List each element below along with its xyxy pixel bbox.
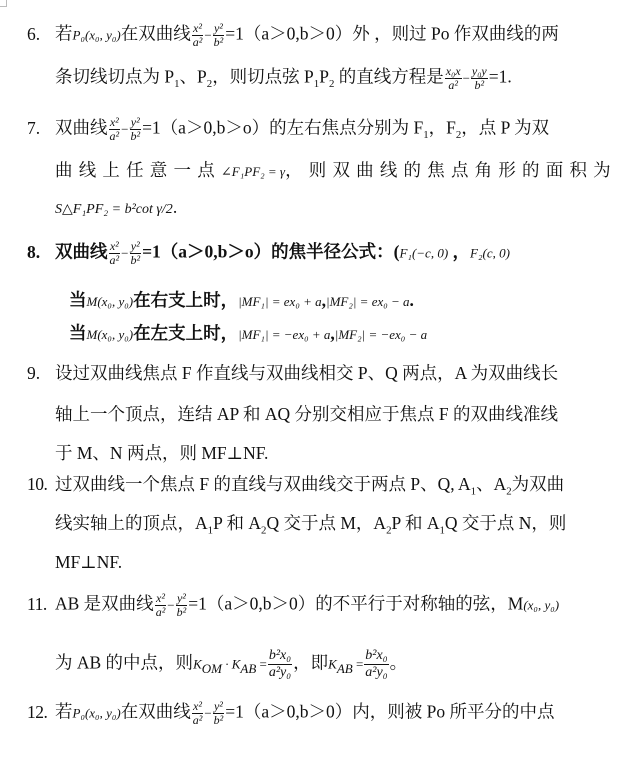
fraction-x2-a2: $\frac{\text{x²}}{\text{a²}}$ xyxy=(192,699,203,727)
text: Q 交于点 N，则 xyxy=(444,513,567,533)
text: ，点 P 为双 xyxy=(461,117,550,138)
text: P 和 A xyxy=(391,513,440,533)
item-number: 12. xyxy=(27,701,48,722)
text: P xyxy=(319,66,329,87)
text: 当 xyxy=(69,290,87,310)
point-p0: P₀(x₀, y₀) xyxy=(72,27,121,43)
text: =1（a＞0,b＞0）内，则被 Po 所平分的中点 xyxy=(225,701,555,722)
item-9-line-1 xyxy=(27,362,558,384)
text: AB 是双曲线 xyxy=(55,593,154,614)
page-corner-mark xyxy=(0,0,7,7)
fraction-y2-b2: $\frac{\text{y²}}{\text{b²}}$ xyxy=(213,21,224,49)
formula-mf2-left: |MF₂| = −ex₀ − a xyxy=(334,327,428,342)
item-6-line-2: 条切线切点为 $P_1$、$P_2$，则切点弦 $P_1P_2$ 的直线方程是 $\frac{\text{x₀x}}{\text{a²}}$ − $\frac{\text{y₀y}}{\text{b²}}$ =1. xyxy=(55,64,512,92)
minus: − xyxy=(167,597,175,613)
point-m: (x₀, y₀) xyxy=(523,597,560,613)
text: P 和 A xyxy=(213,513,262,533)
text: 双曲线 xyxy=(55,117,108,138)
text: 。 xyxy=(389,652,408,673)
fraction-y2-b2: $\frac{\text{y²}}{\text{b²}}$ xyxy=(130,239,141,267)
item-10-line-2: 线实轴上的顶点，$A_1P$ 和 $A_2Q$ 交于点 M，$A_2P$ 和 $A_1Q$ 交于点 N，则 xyxy=(55,513,567,537)
item-7-line-2 xyxy=(55,159,617,183)
formula-mf1-right: |MF₁| = ex₀ + a xyxy=(238,294,322,309)
text: =1（a＞0,b＞0）外 ，则过 Po 作双曲线的两 xyxy=(225,23,559,44)
fraction-x0x-a2: $\frac{\text{x₀x}}{\text{a²}}$ xyxy=(445,64,461,92)
text: =1（a＞0,b＞0）的不平行于对称轴的弦，M xyxy=(188,593,524,614)
text: 为 AB 的中点，则 xyxy=(55,652,194,673)
fraction-y2-b2: $\frac{\text{y²}}{\text{b²}}$ xyxy=(213,699,224,727)
text: =1（a＞0,b＞o）的左右焦点分别为 F xyxy=(142,117,424,138)
text: 在双曲线 xyxy=(120,701,191,722)
point-m: M(x₀, y₀) xyxy=(86,294,134,309)
text: 、P xyxy=(179,66,207,87)
item-10-line-1: 10. 过双曲线一个焦点 F 的直线与双曲线交于两点 P、Q, $A_1$、$A_2$为双曲 xyxy=(27,474,565,498)
item-number: 10. xyxy=(27,474,48,494)
text: 的直线方程是 xyxy=(334,66,444,87)
text: ，则双曲线的焦点角形的面积为 xyxy=(285,160,617,180)
item-8-line-2 xyxy=(69,289,414,313)
item-number: 9. xyxy=(27,363,41,383)
text: 曲线上任意一点 xyxy=(55,160,221,180)
text: , xyxy=(330,323,335,343)
item-11-line-1 xyxy=(27,592,559,619)
text: 在右支上时， xyxy=(133,290,239,310)
fraction-y2-b2: $\frac{\text{y²}}{\text{b²}}$ xyxy=(176,591,187,619)
item-7-line-1: 7. 双曲线 $\frac{\text{x²}}{\text{a²}}$ − $\frac{\text{y²}}{\text{b²}}$ =1（a＞0,b＞o）的左右焦点分别为 $F_1$，$F_2$，点 P 为双 xyxy=(27,115,550,143)
text: = xyxy=(256,656,267,672)
focus-f2: F₂(c, 0) xyxy=(470,245,510,261)
fraction-b2x0-a2y0: $\frac{\text{b²x₀}}{\text{a²y₀}}$ xyxy=(268,648,292,680)
text: 过双曲线一个焦点 F 的直线与双曲线交于两点 P、Q, A xyxy=(55,474,471,494)
item-8-line-3 xyxy=(69,322,427,346)
text: ， xyxy=(448,241,471,262)
fraction-y2-b2: $\frac{\text{y²}}{\text{b²}}$ xyxy=(130,115,141,143)
text: 为双曲 xyxy=(511,474,565,494)
text: ，即 xyxy=(293,652,329,673)
item-number: 11. xyxy=(27,593,47,614)
formula-mf1-left: |MF₁| = −ex₀ + a xyxy=(238,327,331,342)
fraction-x2-a2: $\frac{\text{x²}}{\text{a²}}$ xyxy=(109,239,120,267)
text: 线实轴上的顶点，A xyxy=(55,513,208,533)
item-8-line-1 xyxy=(27,240,510,267)
fraction-y0y-b2: $\frac{\text{y₀y}}{\text{b²}}$ xyxy=(471,64,487,92)
point-m: M(x₀, y₀) xyxy=(86,327,134,342)
minus: − xyxy=(462,70,470,86)
angle-formula: ∠F₁PF₂ = γ xyxy=(220,164,286,179)
item-number: 6. xyxy=(27,23,41,44)
text: · K xyxy=(221,656,241,672)
text: 当 xyxy=(69,323,87,343)
minus: − xyxy=(121,121,129,137)
text: 设过双曲线焦点 F 作直线与双曲线相交 P、Q 两点，A 为双曲线长 xyxy=(55,363,559,383)
item-9-line-2: 轴上一个顶点，连结 AP 和 AQ 分别交相应于焦点 F 的双曲线准线 xyxy=(55,404,558,424)
slope-k: K xyxy=(193,656,202,672)
fraction-b2x0-a2y0: $\frac{\text{b²x₀}}{\text{a²y₀}}$ xyxy=(365,648,388,680)
slope-k: K xyxy=(328,656,337,672)
item-10-line-3: MF⊥NF. xyxy=(55,552,123,572)
text: 条切线切点为 P xyxy=(55,66,175,87)
item-number: 8. xyxy=(27,241,41,262)
text: 在双曲线 xyxy=(120,23,191,44)
text: = xyxy=(352,656,364,672)
text: =1. xyxy=(488,66,512,87)
text: 在左支上时， xyxy=(133,323,239,343)
text: 若 xyxy=(55,23,73,44)
item-12-line-1 xyxy=(27,700,555,727)
fraction-x2-a2: $\frac{\text{x²}}{\text{a²}}$ xyxy=(155,591,166,619)
item-number: 7. xyxy=(27,117,41,138)
formula-mf2-right: |MF₂| = ex₀ − a xyxy=(326,294,410,309)
minus: − xyxy=(204,705,212,721)
focus-f1: F₁(−c, 0) xyxy=(399,245,449,261)
point-p0: P₀(x₀, y₀) xyxy=(72,705,121,721)
fraction-x2-a2: $\frac{\text{x²}}{\text{a²}}$ xyxy=(192,21,203,49)
text: , xyxy=(321,290,326,310)
text: 若 xyxy=(55,701,73,722)
item-7-line-3 xyxy=(55,196,177,221)
fraction-x2-a2: $\frac{\text{x²}}{\text{a²}}$ xyxy=(109,115,120,143)
item-11-line-2: 为 AB 的中点，则$K_{OM} \cdot K_{AB}$ = $\frac{\text{b²x₀}}{\text{a²y₀}}$ ，即$K_{AB}$ = $\frac{\text{b²x₀}}{\text{a²y₀}}$ 。 xyxy=(55,648,408,680)
text: . xyxy=(409,290,414,310)
text: . xyxy=(172,197,178,217)
minus: − xyxy=(121,245,129,261)
text: 、A xyxy=(476,474,507,494)
text: 双曲线 xyxy=(55,241,108,262)
item-9-line-3: 于 M、N 两点，则 MF⊥NF. xyxy=(55,443,269,463)
text: =1（a＞0,b＞o）的焦半径公式：( xyxy=(142,241,400,262)
item-6-line-1 xyxy=(27,22,559,49)
text: ，则切点弦 P xyxy=(212,66,314,87)
text: ，F xyxy=(428,117,456,138)
text: Q 交于点 M，A xyxy=(266,513,387,533)
area-formula: S△F₁PF₂ = b²cot γ/2 xyxy=(55,202,173,217)
minus: − xyxy=(204,27,212,43)
